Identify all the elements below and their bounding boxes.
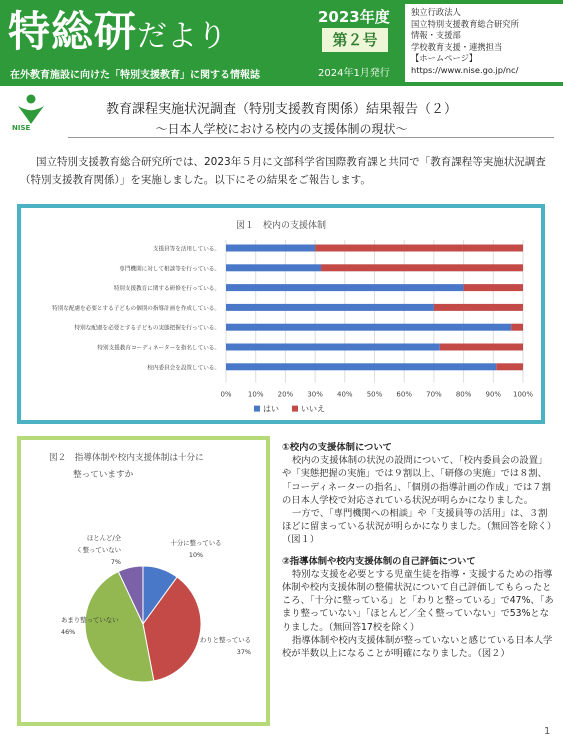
bar-yes: [226, 363, 496, 370]
section2-paragraph1: 特別な支援を必要とする児童生徒を指導・支援するための指導体制や校内支援体制の整備状況について自己評価してもらったところ、「十分に整っている」と「わりと整っている」で47%、「あまり整っていない」「ほとんど／全く整っていない」で53%となりました。（無回答17校を除く）: [282, 568, 554, 633]
title-divider: [68, 137, 554, 138]
figure2-pie-chart: [21, 440, 266, 722]
pie-label: 十分に整っている: [170, 539, 222, 547]
x-tick-label: 100%: [512, 390, 534, 399]
bar-no: [496, 363, 523, 370]
tagline: 在外教育施設に向けた「特別支援教育」に関する情報誌: [10, 70, 260, 81]
bar-yes: [226, 344, 440, 351]
bar-yes: [226, 324, 511, 331]
issue-date: 2024年1月発行: [318, 68, 390, 79]
figure2-title-line1: 図２ 指導体制や校内支援体制は十分に: [49, 453, 204, 463]
section1-paragraph2: 一方で、「専門機関への相談」や「支援員等の活用」は、３割ほどに留まっている状況が明らかになりました。（無回答を除く）（図１）: [282, 508, 552, 546]
x-tick-label: 10%: [247, 390, 264, 399]
section2-heading: ②指導体制や校内支援体制の自己評価について: [282, 555, 476, 567]
category-label: 特別支援教育コーディネーターを指名している。: [97, 345, 220, 352]
bar-no: [434, 304, 523, 311]
pie-label: ほとんど/全: [86, 534, 121, 542]
article-title: 教育課程実施状況調査（特別支援教育関係）結果報告（２）: [105, 102, 457, 117]
x-tick-label: 60%: [396, 390, 412, 399]
issue-badge: 第２号: [322, 28, 388, 52]
section1-paragraph1: 校内の支援体制の状況の設問について、「校内委員会の設置」や「実態把握の実施」では９割以上、「研修の実施」では８割、「コーディネーターの指名」、「個別の指導計画の作成」では７割の日本人学校で対応されている状況が明らかになりました。: [282, 455, 551, 506]
pie-label: わりと整っている: [199, 636, 251, 644]
figure2-frame: [17, 436, 270, 726]
bar-no: [315, 245, 523, 252]
x-tick-label: 0%: [220, 390, 232, 399]
bar-no: [321, 264, 523, 271]
newsletter-logo: 特総研だより: [8, 7, 228, 56]
category-label: 特別な配慮を必要とする子どもの実態把握を行っている。: [74, 325, 220, 332]
x-tick-label: 90%: [485, 390, 502, 399]
x-tick-label: 20%: [277, 390, 294, 399]
intro-paragraph: 国立特別支援教育総合研究所では、2023年５月に文部科学省国際教育課と共同で「教育課程等実施状況調査（特別支援教育関係）」を実施しました。以下にその結果をご報告します。: [20, 156, 546, 186]
bar-yes: [226, 284, 464, 291]
results-text: [282, 441, 554, 660]
pie-percent: 37%: [236, 648, 251, 656]
bar-no: [440, 344, 523, 351]
legend-swatch: [292, 406, 298, 412]
fiscal-year: 2023年度: [318, 8, 390, 26]
x-tick-label: 50%: [366, 390, 383, 399]
x-tick-label: 80%: [455, 390, 472, 399]
section1-heading: ①校内の支援体制について: [282, 442, 392, 453]
pie-label: く整っていない: [76, 546, 121, 554]
pie-label: あまり整っていない: [61, 616, 119, 624]
pie-percent: 7%: [110, 558, 121, 566]
section2-paragraph2: 指導体制や校内支援体制が整っていないと感じている日本人学校が半数以上になることが明確になりました。（図２）: [282, 634, 553, 660]
homepage-link[interactable]: https://www.nise.go.jp/nc/: [411, 64, 519, 75]
x-tick-label: 40%: [337, 390, 353, 399]
figure1-frame: [17, 204, 545, 424]
legend-swatch: [254, 406, 260, 412]
bar-yes: [226, 304, 434, 311]
category-label: 特別な配慮を必要とする子どもの個別の指導計画を作成している。: [52, 305, 220, 312]
category-label: 校内委員会を設置している。: [147, 365, 220, 372]
bar-no: [511, 324, 523, 331]
category-label: 支援員等を活用している。: [152, 246, 220, 253]
legend-label: いいえ: [301, 404, 325, 414]
pie-percent: 10%: [188, 551, 204, 559]
category-label: 特別支援教育に関する研修を行っている。: [113, 286, 220, 293]
x-tick-label: 70%: [426, 390, 442, 399]
x-tick-label: 30%: [307, 390, 323, 399]
article-subtitle: ～日本人学校における校内の支援体制の現状～: [155, 122, 408, 136]
legend-label: はい: [263, 404, 279, 414]
category-label: 専門機関に対して相談等を行っている。: [119, 266, 220, 273]
figure2-title-line2: 整っていますか: [73, 470, 134, 480]
figure1-bar-chart: [21, 208, 541, 420]
page-number: 1: [544, 726, 551, 737]
publisher-info: 独立行政法人 国立特別支援教育総合研究所 情報・支援部 学校教育支援・連携担当 【ホームページ】 https://www.nise.go.jp/nc/: [405, 4, 563, 82]
bar-yes: [226, 245, 315, 252]
nise-logo-text: NISE: [12, 124, 31, 132]
pie-percent: 46%: [61, 628, 76, 636]
figure1-title: 図１ 校内の支援体制: [235, 221, 327, 231]
bar-no: [464, 284, 523, 291]
bar-yes: [226, 264, 321, 271]
